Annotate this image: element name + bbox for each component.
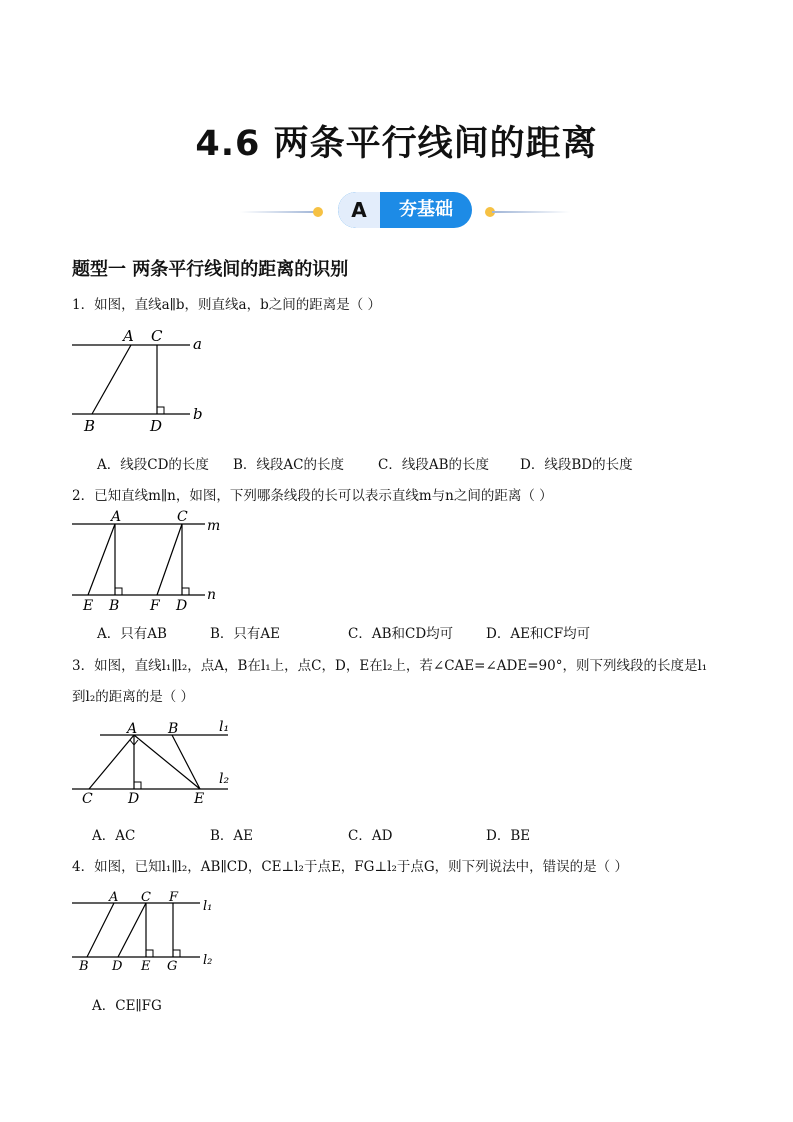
q1-option-b[interactable]: B．线段AC的长度	[233, 457, 344, 473]
q2-option-b[interactable]: B．只有AE	[210, 626, 281, 642]
q1-option-d[interactable]: D．线段BD的长度	[520, 457, 633, 473]
q3-label-B: B	[168, 721, 179, 737]
q1-label-D: D	[150, 417, 163, 435]
q4-option-a[interactable]: A．CE∥FG	[92, 998, 162, 1014]
q2-label-E: E	[83, 598, 94, 614]
q3-label-E: E	[194, 791, 205, 807]
q1-label-b: b	[193, 405, 203, 423]
question-3-stem-line1: 3．如图，直线l₁∥l₂，点A，B在l₁上，点C，D，E在l₂上，若∠CAE=∠ADE=90°，则下列线段的长度是l₁	[72, 658, 708, 674]
q2-label-B: B	[109, 598, 120, 614]
q2-option-a[interactable]: A．只有AB	[97, 626, 167, 642]
q3-label-C: C	[82, 791, 93, 807]
question-1-stem: 1．如图，直线a∥b，则直线a，b之间的距离是（ ）	[72, 297, 381, 313]
q3-label-l2: l₂	[219, 771, 230, 787]
question-4-stem: 4．如图，已知l₁∥l₂，AB∥CD，CE⊥l₂于点E，FG⊥l₂于点G，则下列说法中，错误的是（ ）	[72, 859, 628, 875]
question-2-stem: 2．已知直线m∥n，如图，下列哪条线段的长可以表示直线m与n之间的距离（ ）	[72, 488, 553, 504]
q1-option-a[interactable]: A．线段CD的长度	[97, 457, 209, 473]
q4-label-A: A	[109, 890, 119, 905]
q4-label-G: G	[167, 959, 178, 974]
q3-option-c[interactable]: C．AD	[348, 828, 393, 844]
q4-label-F: F	[169, 890, 179, 905]
page-title: 4.6 两条平行线间的距离	[195, 124, 598, 164]
section-heading: 题型一 两条平行线间的距离的识别	[72, 259, 349, 280]
q1-label-B: B	[84, 417, 96, 435]
q2-label-m: m	[207, 518, 221, 534]
q2-label-D: D	[176, 598, 188, 614]
q4-label-C: C	[141, 890, 151, 905]
q2-label-C: C	[177, 509, 188, 525]
q3-label-D: D	[128, 791, 140, 807]
q4-label-B: B	[79, 959, 89, 974]
q4-label-E: E	[141, 959, 151, 974]
q2-option-c[interactable]: C．AB和CD均可	[348, 626, 454, 642]
q3-option-b[interactable]: B．AE	[210, 828, 254, 844]
q2-option-d[interactable]: D．AE和CF均可	[486, 626, 591, 642]
q2-label-A: A	[111, 509, 122, 525]
q3-label-A: A	[127, 721, 138, 737]
question-3-stem-line2: 到l₂的距离的是（ ）	[72, 689, 195, 705]
q2-label-n: n	[207, 587, 217, 603]
q4-label-D: D	[112, 959, 123, 974]
q3-label-l1: l₁	[219, 719, 230, 735]
q1-label-a: a	[193, 335, 202, 353]
q4-label-l2: l₂	[203, 953, 213, 968]
q2-label-F: F	[150, 598, 160, 614]
q4-label-l1: l₁	[203, 899, 213, 914]
q1-option-c[interactable]: C．线段AB的长度	[378, 457, 489, 473]
q3-option-a[interactable]: A．AC	[92, 828, 136, 844]
q1-label-C: C	[151, 327, 163, 345]
banner-text: 夯基础	[399, 199, 453, 220]
q1-label-A: A	[123, 327, 134, 345]
q3-option-d[interactable]: D．BE	[486, 828, 531, 844]
banner-letter: A	[338, 192, 380, 228]
